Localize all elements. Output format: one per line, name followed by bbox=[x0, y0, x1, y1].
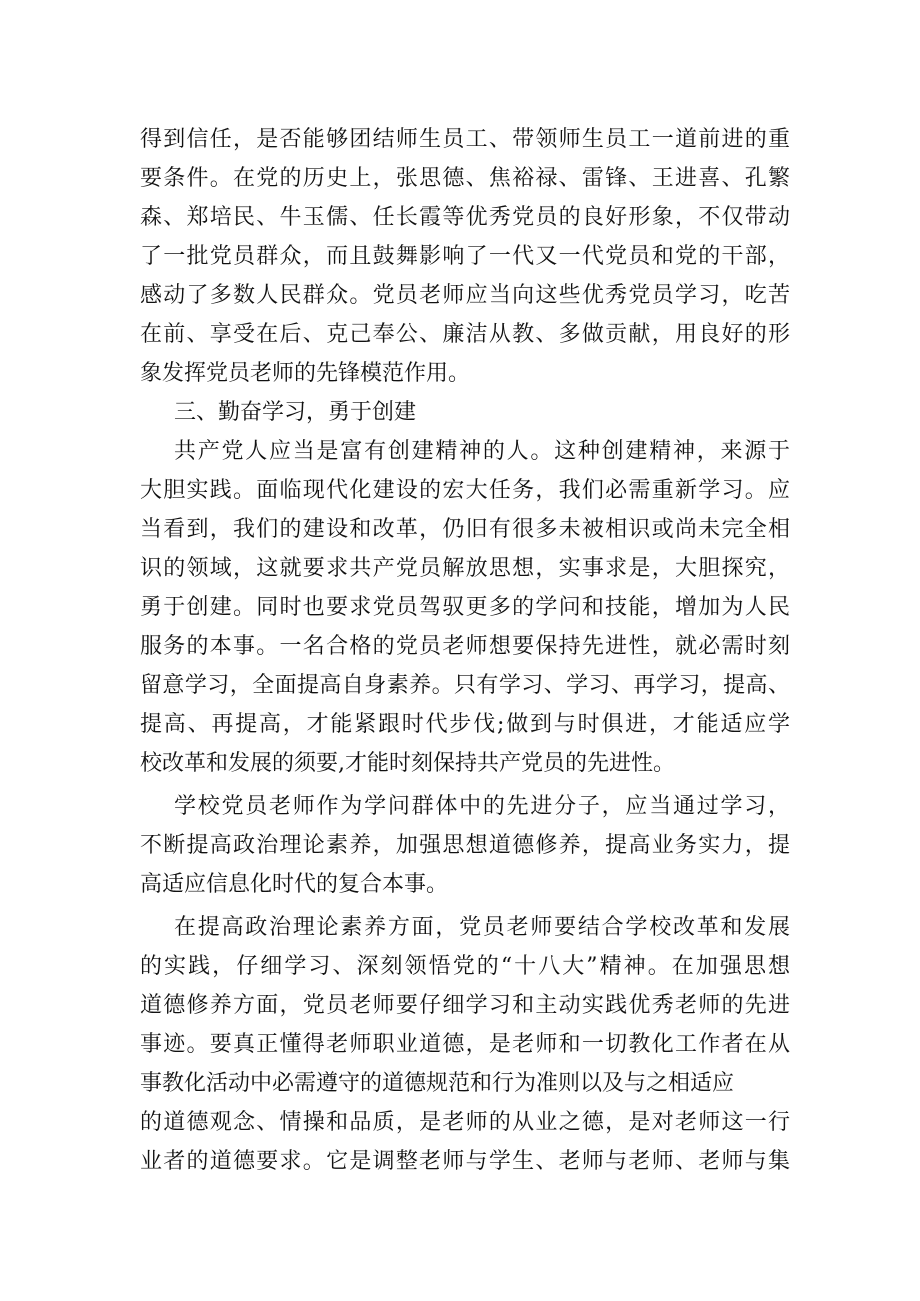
paragraph bbox=[140, 908, 790, 1181]
text-line: 事迹。要真正懂得老师职业道德，是老师和一切教化工作者在从 bbox=[140, 1032, 790, 1057]
text-line: 感动了多数人民群众。党员老师应当向这些优秀党员学习，吃苦 bbox=[140, 283, 790, 308]
text-line: 共产党人应当是富有创建精神的人。这种创建精神，来源于 bbox=[174, 439, 790, 464]
text-line: 高适应信息化时代的复合本事。 bbox=[140, 872, 449, 897]
text-line: 学校党员老师作为学问群体中的先进分子，应当通过学习， bbox=[174, 794, 790, 819]
section-heading bbox=[140, 393, 790, 432]
text-line: 识的领域，这就要求共产党员解放思想，实事求是，大胆探究， bbox=[140, 556, 790, 581]
text-line: 业者的道德要求。它是调整老师与学生、老师与老师、老师与集 bbox=[140, 1149, 790, 1174]
text-line: 大胆实践。面临现代化建设的宏大任务，我们必需重新学习。应 bbox=[140, 478, 790, 503]
text-line: 服务的本事。一名合格的党员老师想要保持先进性，就必需时刻 bbox=[140, 634, 790, 659]
text-line: 象发挥党员老师的先锋模范作用。 bbox=[140, 361, 471, 386]
text-line: 了一批党员群众，而且鼓舞影响了一代又一代党员和党的干部， bbox=[140, 244, 790, 269]
paragraph bbox=[140, 787, 790, 904]
body-text bbox=[140, 120, 790, 1181]
text-line: 提高、再提高，才能紧跟时代步伐;做到与时俱进，才能适应学 bbox=[140, 712, 790, 737]
text-line: 要条件。在党的历史上，张思德、焦裕禄、雷锋、王进喜、孔繁 bbox=[140, 166, 790, 191]
paragraph bbox=[140, 120, 790, 393]
text-line: 勇于创建。同时也要求党员驾驭更多的学问和技能，增加为人民 bbox=[140, 595, 790, 620]
text-line: 留意学习，全面提高自身素养。只有学习、学习、再学习，提高、 bbox=[140, 673, 790, 698]
text-line: 森、郑培民、牛玉儒、任长霞等优秀党员的良好形象，不仅带动 bbox=[140, 205, 790, 230]
text-line: 校改革和发展的须要,才能时刻保持共产党员的先进性。 bbox=[140, 751, 675, 776]
text-line: 事教化活动中必需遵守的道德规范和行为准则以及与之相适应 bbox=[140, 1071, 735, 1096]
paragraph bbox=[140, 432, 790, 783]
text-line: 的实践，仔细学习、深刻领悟党的“十八大”精神。在加强思想 bbox=[140, 954, 790, 979]
text-line: 在前、享受在后、克己奉公、廉洁从教、多做贡献，用良好的形 bbox=[140, 322, 790, 347]
text-line: 的道德观念、情操和品质，是老师的从业之德，是对老师这一行 bbox=[140, 1110, 790, 1135]
text-line: 得到信任，是否能够团结师生员工、带领师生员工一道前进的重 bbox=[140, 127, 790, 152]
text-line: 当看到，我们的建设和改革，仍旧有很多未被相识或尚未完全相 bbox=[140, 517, 790, 542]
heading-line: 三、勤奋学习，勇于创建 bbox=[174, 400, 417, 425]
text-line: 在提高政治理论素养方面，党员老师要结合学校改革和发展 bbox=[174, 915, 790, 940]
text-line: 道德修养方面，党员老师要仔细学习和主动实践优秀老师的先进 bbox=[140, 993, 790, 1018]
text-line: 不断提高政治理论素养，加强思想道德修养，提高业务实力，提 bbox=[140, 833, 790, 858]
